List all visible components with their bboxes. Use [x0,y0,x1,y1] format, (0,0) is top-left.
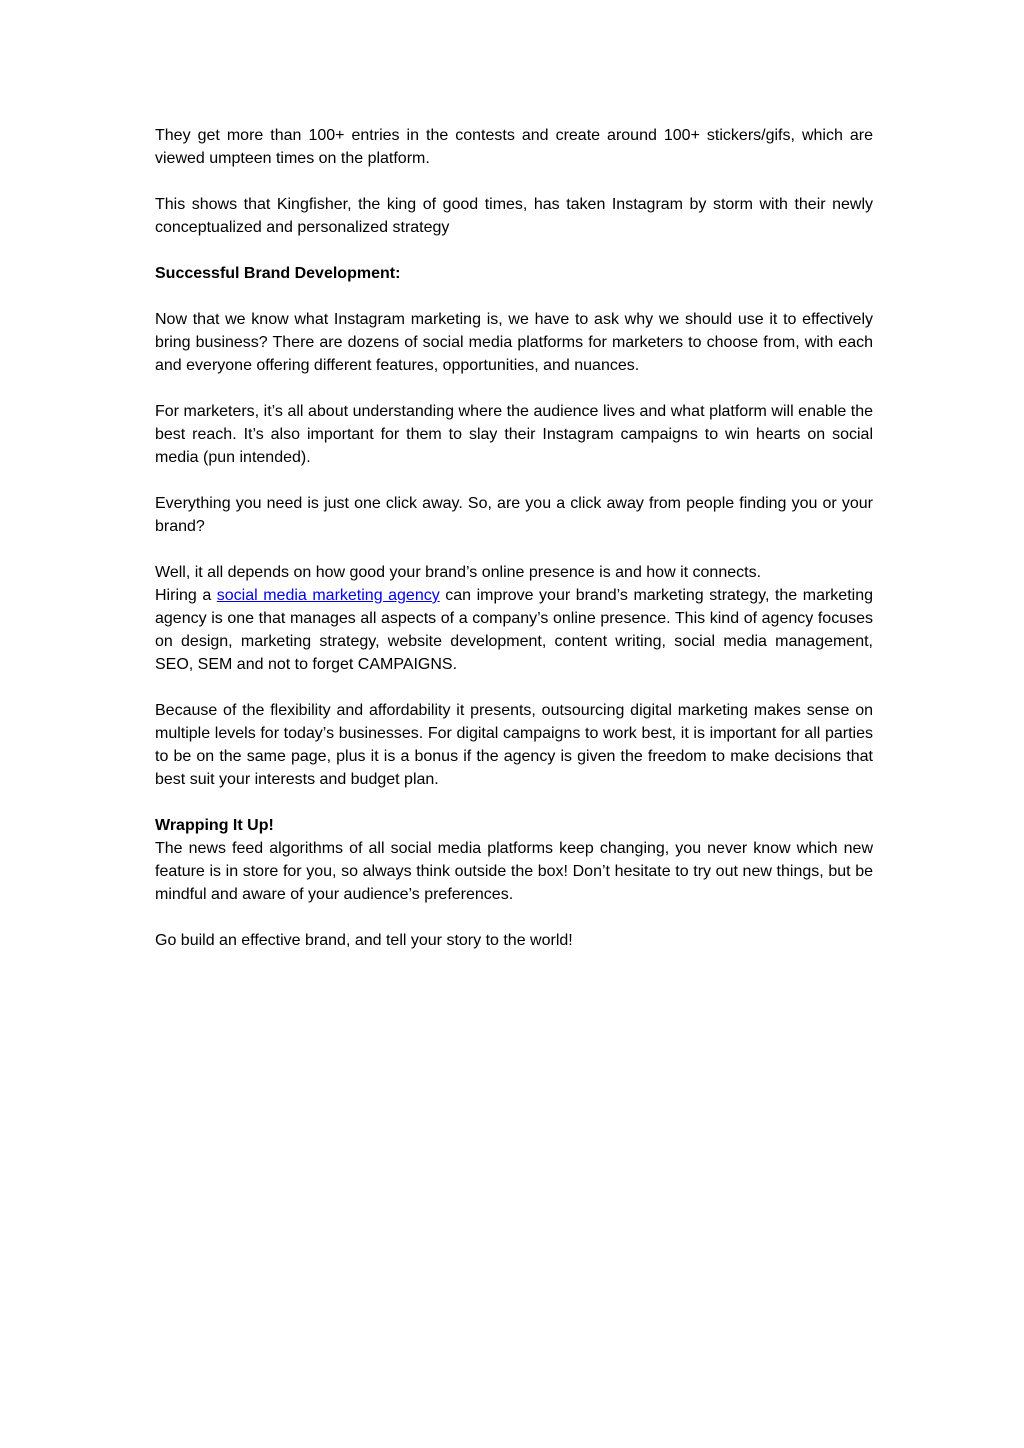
paragraph-news-feed: The news feed algorithms of all social media platforms keep changing, you never know which new feature is in store for you, so always think outside the box! Don’t hesitate to try out new things, but be mindful and aware of your audience’s preferences. [155,840,873,903]
heading-successful-brand-development: Successful Brand Development: [155,265,401,282]
online-presence-intro: Well, it all depends on how good your brand’s online presence is and how it connects. [155,564,762,581]
paragraph-instagram-marketing: Now that we know what Instagram marketing is, we have to ask why we should use it to effectively bring business? There are dozens of social media platforms for marketers to choose from, with each and everyone offering different features, opportunities, and nuances. [155,311,873,374]
paragraph-kingfisher-strategy: This shows that Kingfisher, the king of good times, has taken Instagram by storm with their newly conceptualized and personalized strategy [155,196,873,236]
paragraph-one-click-away: Everything you need is just one click away. So, are you a click away from people finding you or your brand? [155,495,873,535]
hiring-prefix: Hiring a [155,587,217,604]
social-media-marketing-agency-link[interactable]: social media marketing agency [216,587,440,604]
paragraph-contest-entries: They get more than 100+ entries in the contests and create around 100+ stickers/gifs, which are viewed umpteen times on the platform. [155,127,873,167]
heading-wrapping-it-up: Wrapping It Up! [155,817,274,834]
paragraph-closing: Go build an effective brand, and tell your story to the world! [155,932,573,949]
paragraph-outsourcing: Because of the flexibility and affordability it presents, outsourcing digital marketing makes sense on multiple levels for today’s businesses. For digital campaigns to work best, it is important for all parties to be on the same page, plus it is a bonus if the agency is given the freedom to make decisions that best suit your interests and budget plan. [155,702,873,788]
hiring-agency-text [155,584,873,676]
paragraph-marketers-audience: For marketers, it’s all about understanding where the audience lives and what platform will enable the best reach. It’s also important for them to slay their Instagram campaigns to win hearts on social media (pun intended). [155,403,873,466]
paragraph-online-presence [155,561,873,676]
document-page [155,124,873,975]
hiring-suffix: can improve your brand’s marketing strategy, the marketing agency is one that manages all aspects of a company’s online presence. This kind of agency focuses on design, marketing strategy, website development, content writing, social media management, SEO, SEM and not to forget CAMPAIGNS. [155,587,873,673]
